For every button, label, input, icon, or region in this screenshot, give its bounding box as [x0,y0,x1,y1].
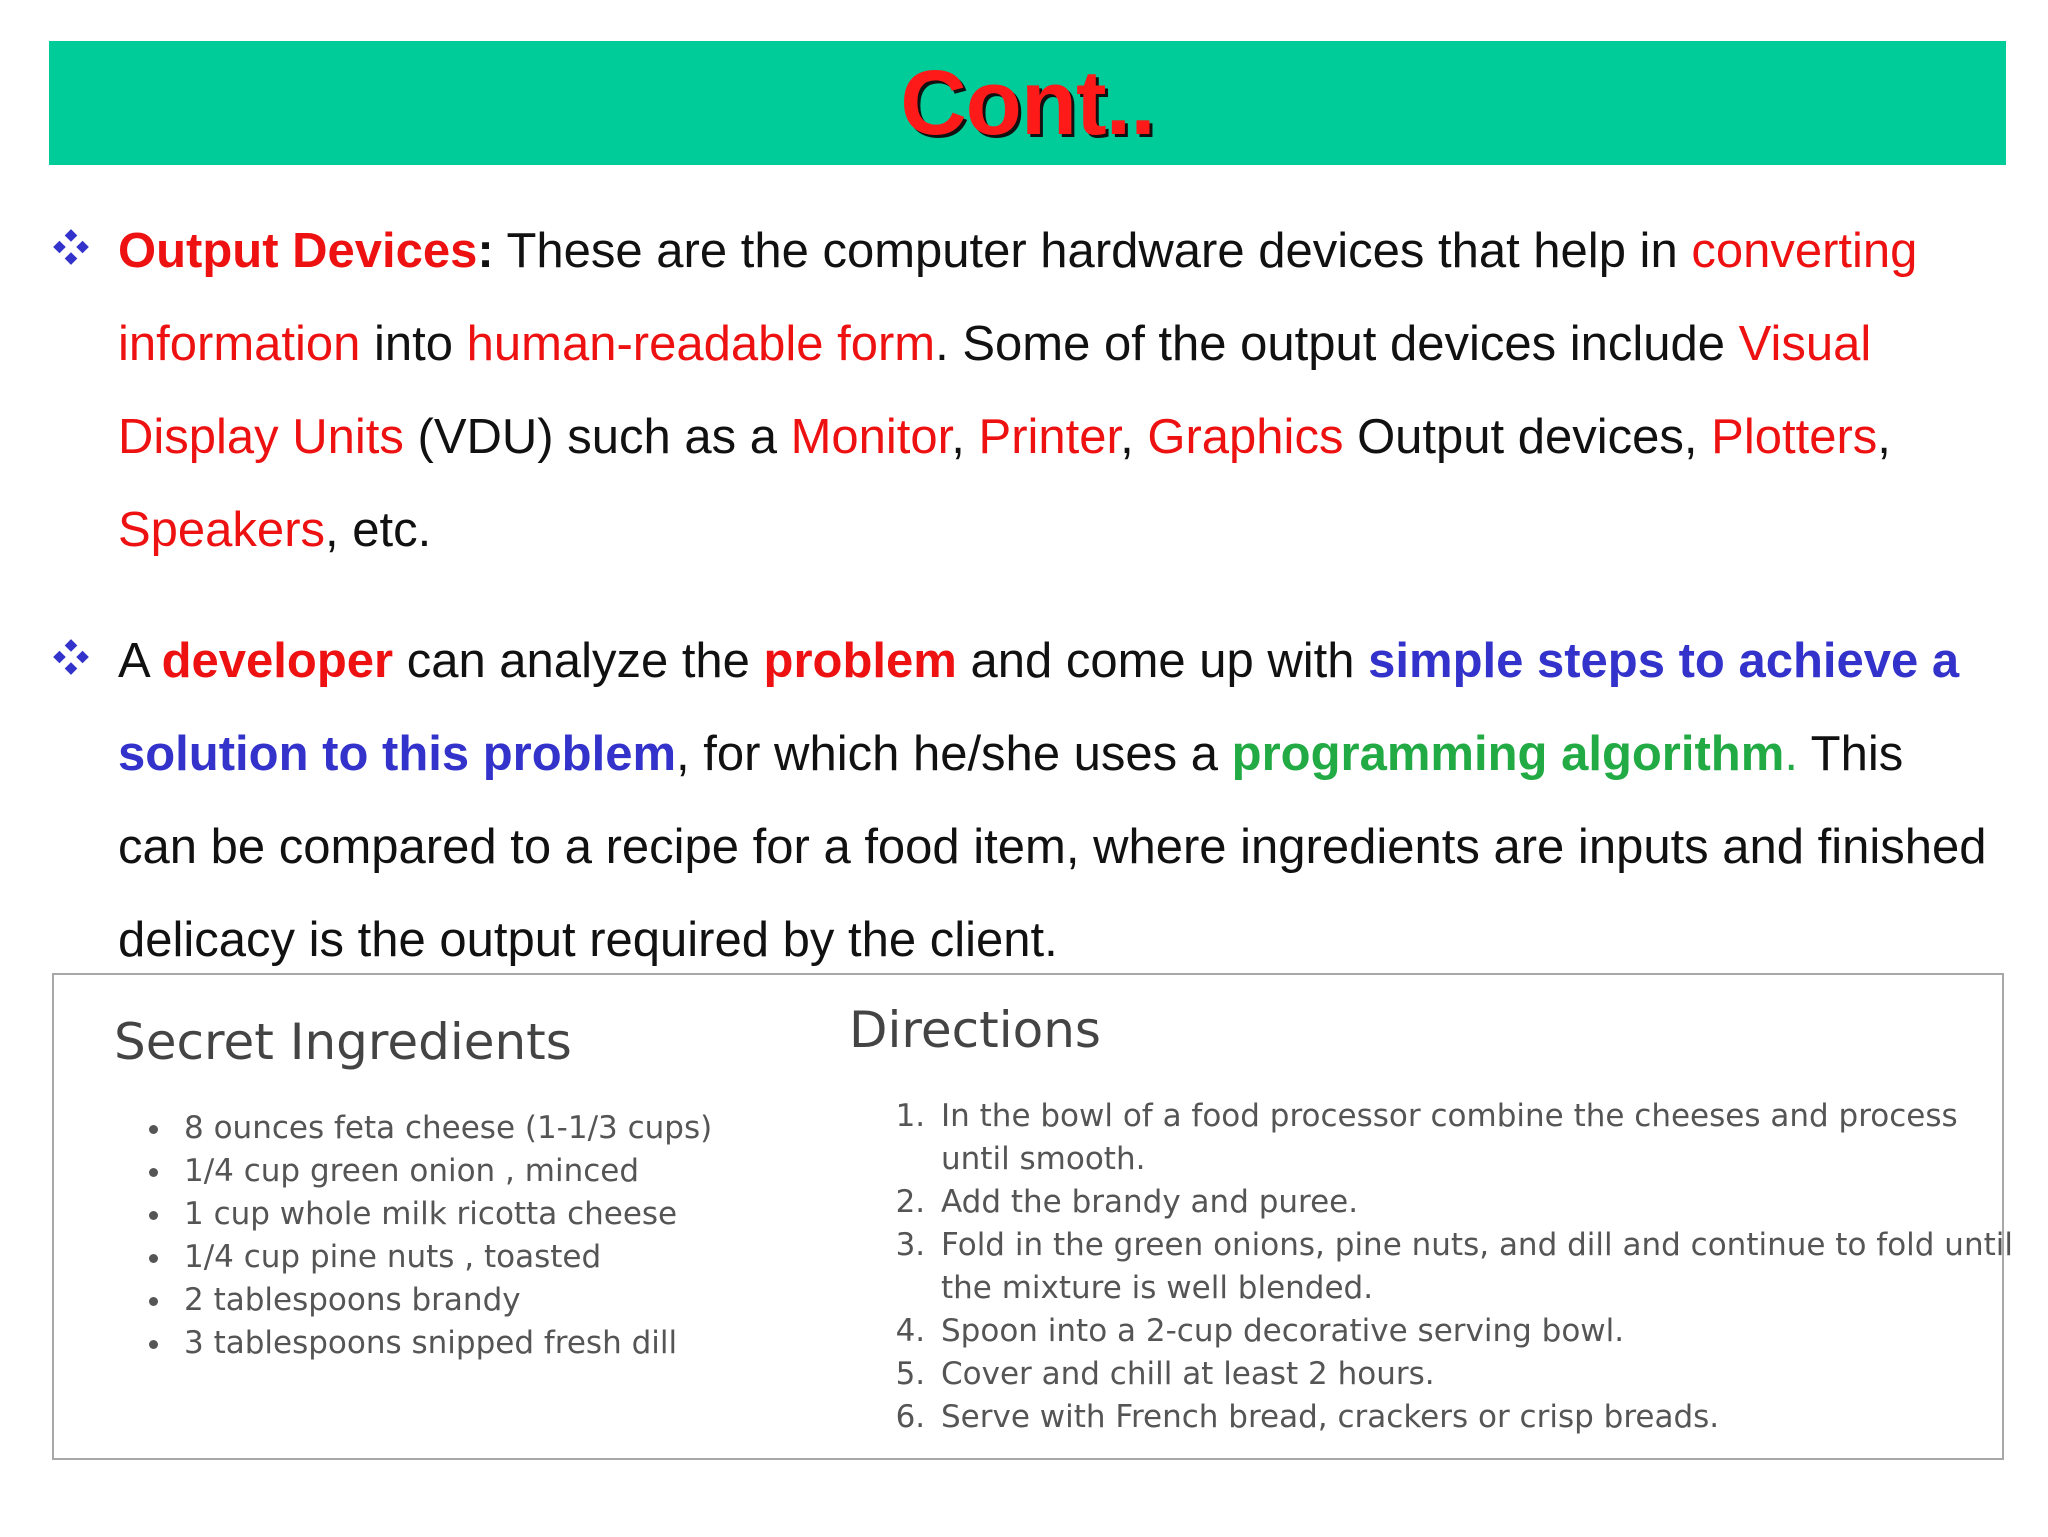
text: into [360,317,467,371]
highlight: Plotters [1711,410,1878,464]
list-item: • 3 tablespoons snipped fresh dill [174,1322,712,1365]
text: , [1120,410,1148,464]
bullet-developer [118,615,1988,987]
highlight: converting information [118,224,1918,371]
diamond-bullet-icon [50,636,92,678]
recipe-image [52,973,2013,1460]
text: . Some of the output devices include [935,317,1739,371]
text: . [1784,727,1798,781]
highlight: developer [161,634,394,688]
text: These are the computer hardware devices that help in [493,224,1692,278]
list-item: • 8 ounces feta cheese (1-1/3 cups) [174,1107,712,1150]
text: , etc. [325,503,432,557]
term-output-devices: Output Devices [118,224,478,278]
text: , [951,410,979,464]
text: can analyze the [393,634,764,688]
text: : [477,224,494,278]
list-item: 4. Spoon into a 2-cup decorative serving bowl. [935,1310,2015,1353]
highlight: programming algorithm [1231,727,1785,781]
diamond-bullet-icon [50,226,92,268]
text: , for which he/she uses a [676,727,1232,781]
text: This can be compared to a recipe for a food item, where ingredients are inputs and finished delicacy is the output required by the client. [118,727,1987,967]
highlight: Visual Display Units [118,317,1872,464]
text: and come up with [956,634,1369,688]
highlight: Speakers [118,503,326,557]
bullet-output-devices [118,205,1988,577]
list-item: • 1 cup whole milk ricotta cheese [174,1193,712,1236]
highlight: Printer [978,410,1121,464]
list-item: 2. Add the brandy and puree. [935,1181,2015,1224]
text: Output devices, [1343,410,1712,464]
text: , [1877,410,1891,464]
list-item: 5. Cover and chill at least 2 hours. [935,1353,2015,1396]
list-item: 3. Fold in the green onions, pine nuts, and dill and continue to fold until the mixture is well blended. [935,1224,2015,1310]
list-item: 1. In the bowl of a food processor combine the cheeses and process until smooth. [935,1095,2015,1181]
ingredients-title: Secret Ingredients [114,1013,572,1071]
text: (VDU) such as a [403,410,791,464]
highlight: problem [763,634,957,688]
highlight: Monitor [790,410,952,464]
list-item: 6. Serve with French bread, crackers or crisp breads. [935,1396,2015,1439]
ingredients-list [114,1107,712,1365]
text: A [118,634,162,688]
list-item: • 1/4 cup green onion , minced [174,1150,712,1193]
highlight: simple steps to achieve a solution to this problem [118,634,1960,781]
list-item: • 1/4 cup pine nuts , toasted [174,1236,712,1279]
directions-list [899,1095,2015,1439]
list-item: • 2 tablespoons brandy [174,1279,712,1322]
highlight: human-readable form [466,317,936,371]
title-bar [49,41,2006,165]
directions-title: Directions [849,1001,1101,1059]
highlight: Graphics [1147,410,1344,464]
slide-title: Cont.. [900,51,1155,154]
